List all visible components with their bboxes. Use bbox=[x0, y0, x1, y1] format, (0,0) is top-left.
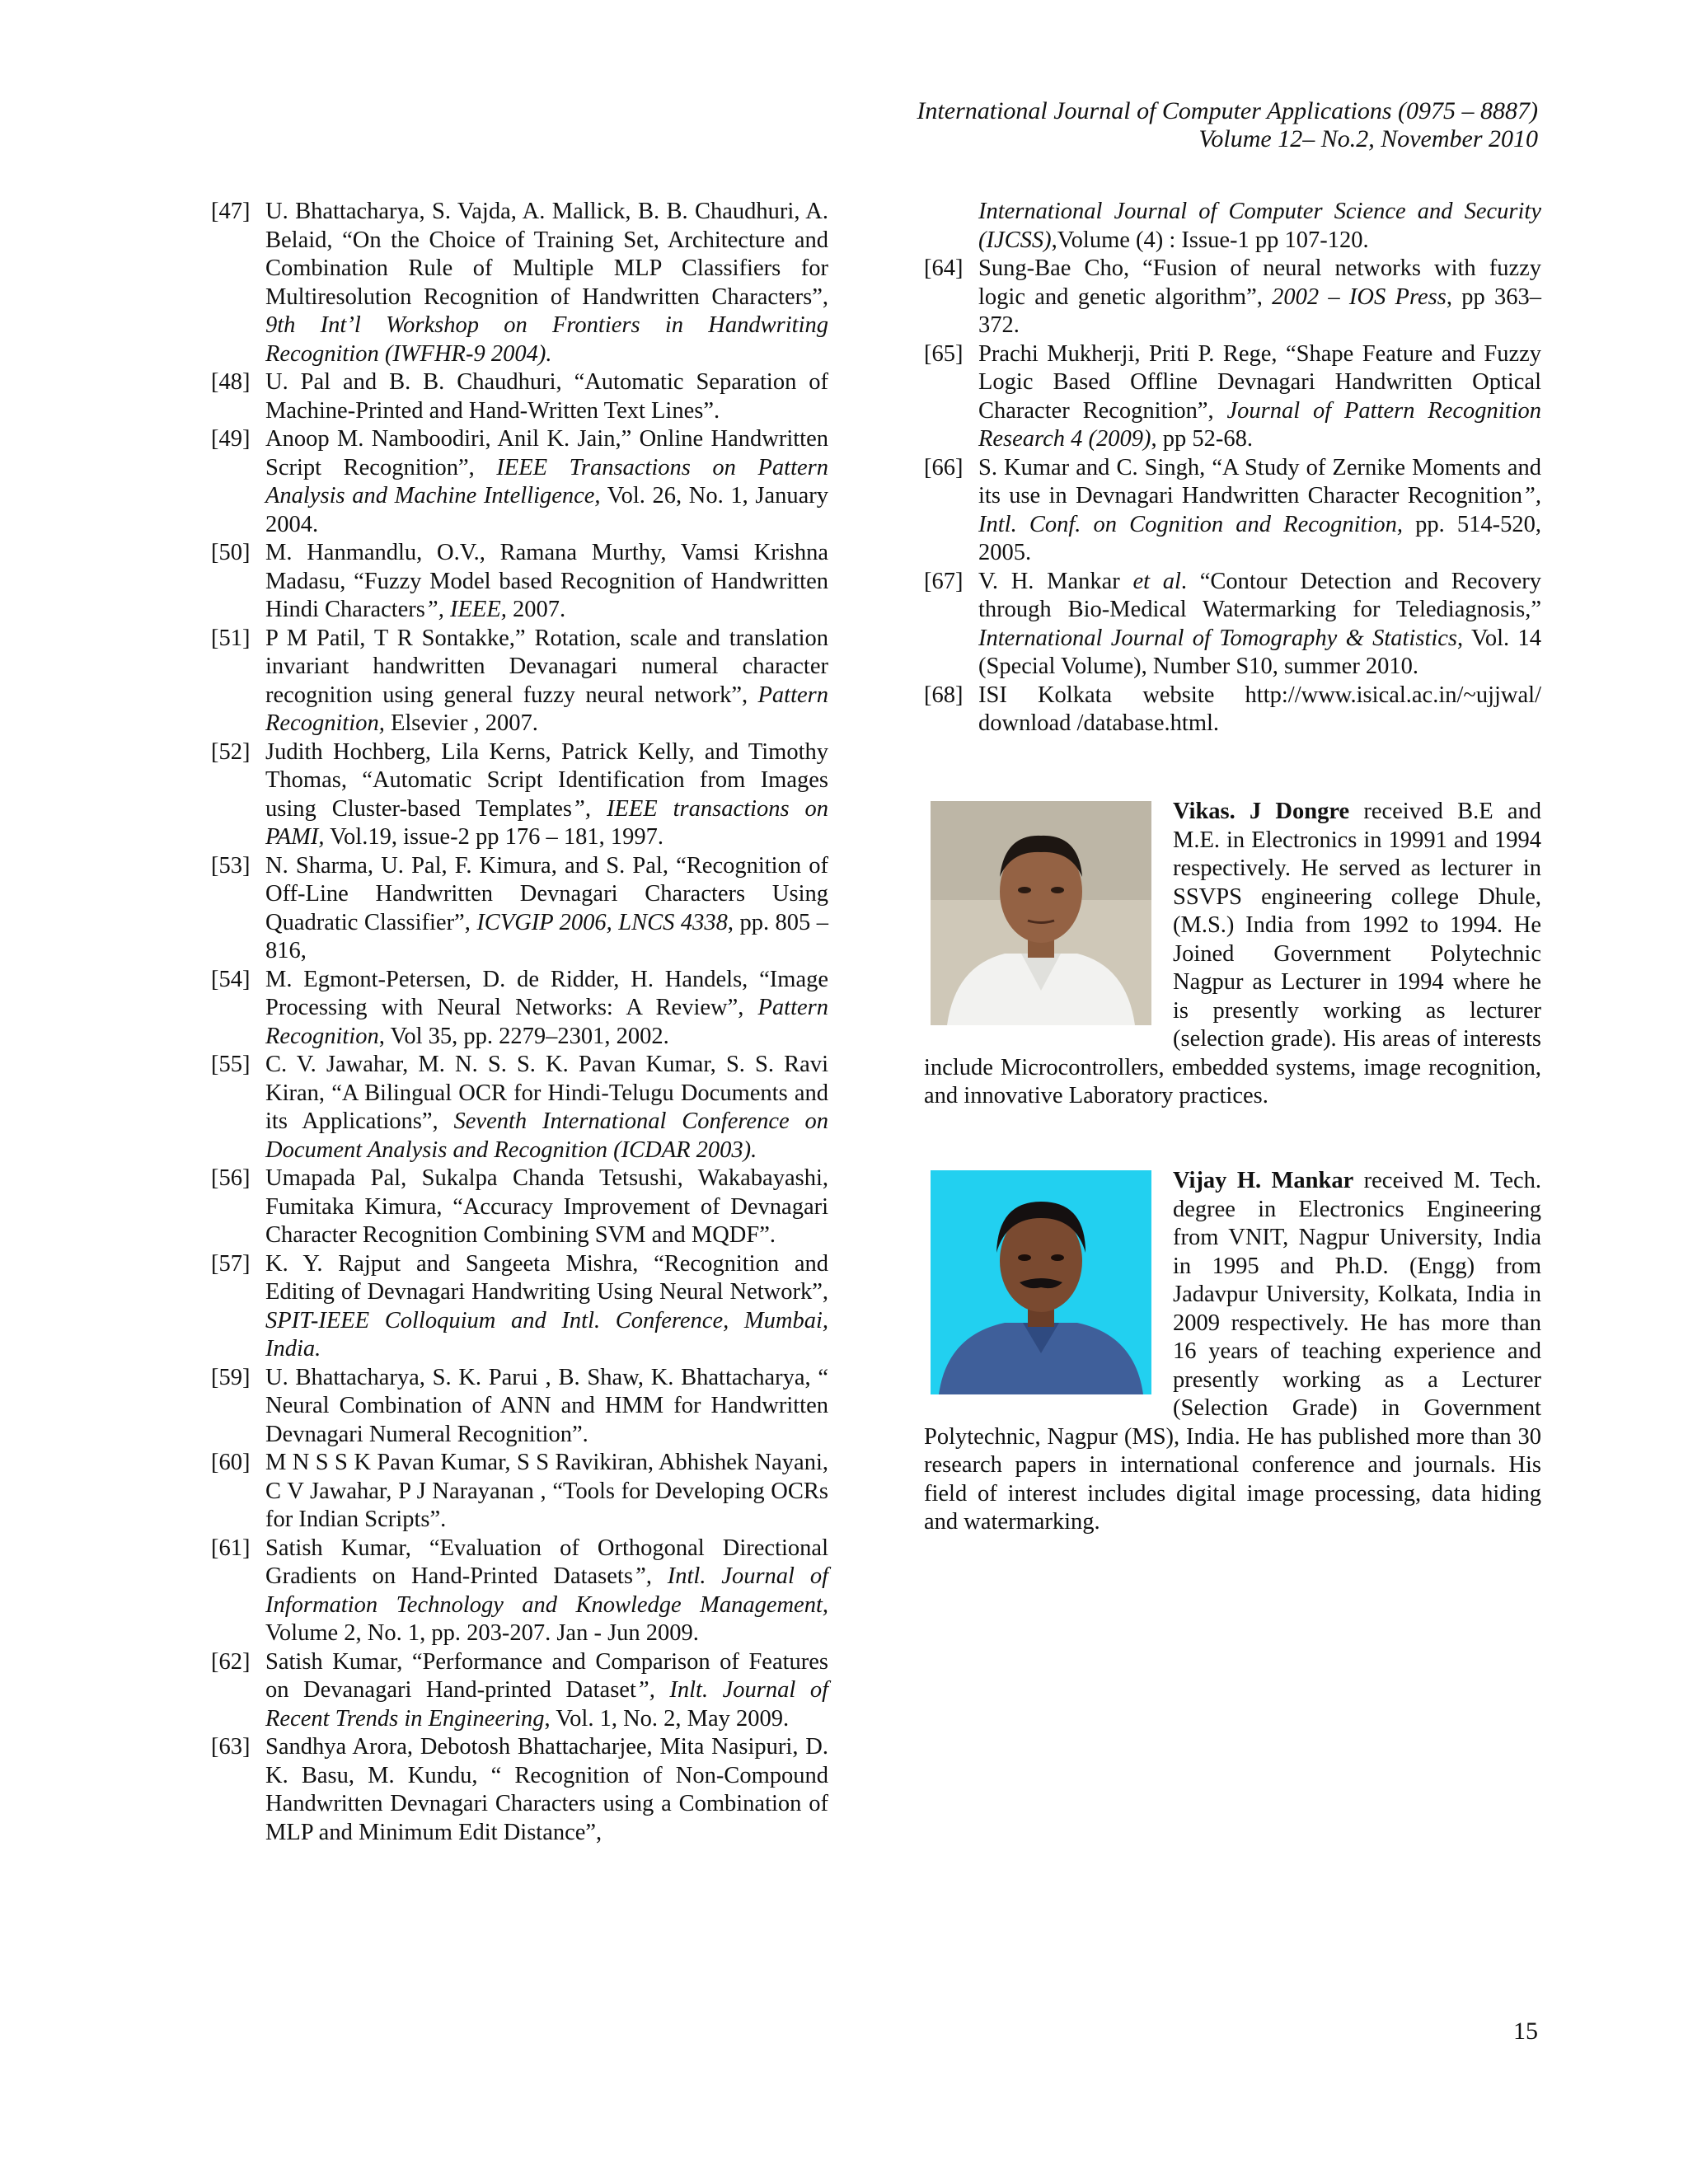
reference-text-part: U. Bhattacharya, S. Vajda, A. Mallick, B. B. Chaudhuri, A. Belaid, “On the Choice of Training Set, Architecture and Combination Rule of Multiple MLP Classifiers for Multiresolution Recognition of Handwritten Characters”, bbox=[265, 199, 828, 310]
reference-text-part: M. Egmont-Petersen, D. de Ridder, H. Handels, “Image Processing with Neural Networks: A Review”, bbox=[265, 966, 828, 1020]
reference-entry bbox=[211, 738, 828, 852]
reference-entry bbox=[211, 1535, 828, 1648]
reference-text-part: International Journal of Computer Science and Security (IJCSS) bbox=[978, 199, 1541, 253]
reference-entry bbox=[211, 1648, 828, 1734]
reference-text-part: , Vol 35, pp. 2279–2301, 2002. bbox=[378, 1023, 669, 1049]
reference-number: [64] bbox=[924, 255, 964, 281]
reference-text-part: Pattern Recognition, bbox=[265, 682, 828, 736]
reference-text bbox=[265, 425, 828, 539]
reference-number: [67] bbox=[924, 568, 964, 594]
reference-text-part: ”, Inlt. Journal of Recent Trends in Engineering bbox=[265, 1677, 828, 1732]
reference-text-part: ”, Intl. Conf. on Cognition and Recognition, bbox=[978, 483, 1541, 537]
reference-number: [63] bbox=[211, 1734, 251, 1760]
reference-text-part: ISI Kolkata website http://www.isical.ac.in/~ujjwal/ download /database.html. bbox=[978, 682, 1541, 736]
reference-text bbox=[978, 568, 1541, 682]
reference-text-part: P M Patil, T R Sontakke,” Rotation, scale and translation invariant handwritten Devanagari numeral character recognition using general fuzzy neural network”, bbox=[265, 625, 828, 708]
reference-text bbox=[265, 1449, 828, 1535]
reference-text bbox=[265, 625, 828, 738]
reference-number: [57] bbox=[211, 1250, 251, 1277]
reference-text-part: C. V. Jawahar, M. N. S. S. K. Pavan Kumar, S. S. Ravi Kiran, “A Bilingual OCR for Hindi-Telugu Documents and its Applications”, bbox=[265, 1052, 828, 1134]
reference-text-part: 2007. bbox=[506, 597, 566, 622]
reference-text-part: International Journal of Tomography & Statistics bbox=[978, 625, 1458, 651]
reference-entry bbox=[211, 852, 828, 966]
reference-text-part: , Vol. 1, No. 2, May 2009. bbox=[544, 1705, 790, 1732]
author-photo-dongre bbox=[931, 801, 1151, 1025]
reference-text bbox=[265, 1364, 828, 1450]
reference-text-part: Sung-Bae Cho, “Fusion of neural networks with fuzzy logic and genetic algorithm”, bbox=[978, 255, 1541, 310]
reference-text-part: . “Contour Detection and Recovery through Bio-Medical Watermarking for Telediagnosis,” bbox=[978, 568, 1541, 622]
reference-text-part: IEEE Transactions on Pattern Analysis and Machine Intelligence, bbox=[265, 454, 828, 509]
reference-entry bbox=[924, 682, 1541, 738]
reference-text bbox=[265, 1051, 828, 1165]
reference-text-part: Journal of Pattern Recognition Research 4 (2009) bbox=[978, 397, 1541, 452]
reference-number: [54] bbox=[211, 966, 251, 992]
reference-entry bbox=[924, 255, 1541, 340]
reference-text-part: K. Y. Rajput and Sangeeta Mishra, “Recognition and Editing of Devnagari Handwriting Using Neural Network”, bbox=[265, 1250, 828, 1305]
reference-number: [62] bbox=[211, 1648, 251, 1675]
references-left-column bbox=[211, 198, 828, 1847]
reference-text-part: , pp. 805 – 816, bbox=[265, 909, 829, 963]
reference-text-part: Sandhya Arora, Debotosh Bhattacharjee, Mita Nasipuri, D. K. Basu, M. Kundu, “ Recognition of Non-Compound Handwritten Devnagari Characters using a Combination of MLP and Minimum Edit Distance”, bbox=[265, 1734, 828, 1845]
reference-number: [65] bbox=[924, 340, 964, 367]
author-bio-dongre bbox=[924, 798, 1541, 1111]
reference-text-part: , Vol. 14 (Special Volume), Number S10, summer 2010. bbox=[978, 625, 1541, 679]
reference-text bbox=[265, 1648, 828, 1734]
reference-text-part: ”, IEEE transactions on PAMI, bbox=[265, 795, 828, 850]
reference-text-part: Satish Kumar, “Evaluation of Orthogonal Directional Gradients on Hand-Printed Datasets bbox=[265, 1535, 828, 1589]
reference-text-part: V. H. Mankar bbox=[978, 568, 1133, 594]
page-number: 15 bbox=[1513, 2018, 1538, 2045]
reference-entry bbox=[211, 1364, 828, 1450]
reference-text-part: S. Kumar and C. Singh, “A Study of Zernike Moments and its use in Devnagari Handwritten Character Recognition bbox=[978, 454, 1541, 509]
volume-info: Volume 12– No.2, November 2010 bbox=[1198, 125, 1538, 152]
reference-number: [52] bbox=[211, 738, 251, 765]
reference-text-part: SPIT-IEEE Colloquium and Intl. Conference, Mumbai, India. bbox=[265, 1307, 828, 1361]
reference-number: [56] bbox=[211, 1165, 251, 1191]
reference-number: [51] bbox=[211, 625, 251, 651]
reference-text-part: Umapada Pal, Sukalpa Chanda Tetsushi, Wakabayashi, Fumitaka Kimura, “Accuracy Improvement of Devnagari Character Recognition Combining SVM and MQDF”. bbox=[265, 1165, 828, 1248]
reference-text-part: Satish Kumar, “Performance and Comparison of Features on Devanagari Hand-printed Dataset bbox=[265, 1648, 828, 1703]
reference-entry bbox=[211, 539, 828, 625]
reference-text-part: ,Volume (4) : Issue-1 pp 107-120. bbox=[1051, 227, 1369, 253]
reference-text-part: Vol. 26, No. 1, January 2004. bbox=[265, 483, 828, 537]
reference-text-part: et al bbox=[1132, 568, 1181, 594]
reference-entry bbox=[924, 198, 1541, 255]
reference-text-part: ”, IEEE, bbox=[424, 597, 507, 622]
reference-number: [59] bbox=[211, 1364, 251, 1390]
reference-entry bbox=[924, 454, 1541, 568]
author-photo-mankar bbox=[931, 1170, 1151, 1394]
journal-title: International Journal of Computer Applications (0975 – 8887) bbox=[917, 97, 1538, 124]
reference-text-part: Anoop M. Namboodiri, Anil K. Jain,” Online Handwritten Script Recognition”, bbox=[265, 426, 828, 480]
reference-text bbox=[265, 966, 828, 1052]
reference-number: [68] bbox=[924, 682, 964, 708]
reference-text-part: N. Sharma, U. Pal, F. Kimura, and S. Pal, “Recognition of Off-Line Handwritten Devnagari Characters Using Quadratic Classifier”, bbox=[265, 852, 828, 935]
reference-entry bbox=[924, 340, 1541, 454]
reference-number: [48] bbox=[211, 369, 251, 395]
reference-text-part: Elsevier , 2007. bbox=[384, 710, 538, 736]
reference-text bbox=[978, 682, 1541, 738]
reference-number: [66] bbox=[924, 454, 964, 480]
reference-text-part: ”, Intl. Journal of Information Technology and Knowledge Management, bbox=[265, 1563, 828, 1618]
reference-entry bbox=[211, 966, 828, 1052]
reference-text bbox=[265, 1733, 828, 1847]
reference-text bbox=[265, 1535, 828, 1648]
reference-text-part: M. Hanmandlu, O.V., Ramana Murthy, Vamsi Krishna Madasu, “Fuzzy Model based Recognition of Handwritten Hindi Characters bbox=[265, 540, 828, 622]
reference-entry bbox=[211, 425, 828, 539]
reference-text bbox=[978, 454, 1541, 568]
reference-text-part: Volume 2, No. 1, pp. 203-207. Jan - Jun 2009. bbox=[265, 1620, 699, 1646]
reference-text bbox=[978, 255, 1541, 340]
reference-text bbox=[265, 1250, 828, 1364]
reference-text-part: Judith Hochberg, Lila Kerns, Patrick Kelly, and Timothy Thomas, “Automatic Script Identification from Images using Cluster-based Templates bbox=[265, 738, 828, 822]
reference-text-part: M N S S K Pavan Kumar, S S Ravikiran, Abhishek Nayani, C V Jawahar, P J Narayanan , “Tools for Developing OCRs for Indian Scripts”. bbox=[265, 1450, 828, 1532]
reference-text-part: Pattern Recognition bbox=[265, 995, 828, 1049]
reference-text-part: , pp 363–372. bbox=[978, 284, 1541, 338]
reference-entry bbox=[211, 1449, 828, 1535]
reference-text bbox=[265, 738, 828, 852]
reference-text-part: Vol.19, issue-2 pp 176 – 181, 1997. bbox=[324, 824, 663, 850]
author-bio-mankar bbox=[924, 1167, 1541, 1537]
reference-number: [55] bbox=[211, 1052, 251, 1077]
reference-entry bbox=[211, 198, 828, 368]
reference-text-part: ICVGIP 2006, LNCS 4338 bbox=[476, 909, 728, 935]
reference-text bbox=[978, 198, 1541, 255]
reference-entry bbox=[211, 1250, 828, 1364]
reference-entry bbox=[211, 1733, 828, 1847]
reference-entry bbox=[211, 625, 828, 738]
reference-number: [49] bbox=[211, 426, 251, 452]
reference-text-part: , pp 52-68. bbox=[1151, 426, 1253, 452]
bio-text: received M. Tech. degree in Electronics Engineering from VNIT, Nagpur University, India in 1995 and Ph.D. (Engg) from Jadavpur University, Kolkata, India in 2009 respectively. He has more than 16 years of teaching experience and presently working as a Lecturer (Selection Grade) in Government Polytechnic, Nagpur (MS), India. He has published more than 30 research papers in international conference and journals. His field of interest includes digital image processing, data hiding and watermarking. bbox=[924, 1168, 1541, 1535]
reference-entry bbox=[211, 1165, 828, 1250]
reference-number: [53] bbox=[211, 852, 251, 879]
reference-text-part: 9th Int’l Workshop on Frontiers in Handwriting Recognition (IWFHR-9 2004). bbox=[265, 312, 828, 367]
running-header bbox=[917, 97, 1538, 153]
reference-text bbox=[265, 368, 828, 425]
reference-number: [50] bbox=[211, 540, 251, 565]
reference-entry bbox=[924, 568, 1541, 682]
author-name: Vijay H. Mankar bbox=[1173, 1168, 1354, 1193]
reference-text-part: 2002 – IOS Press bbox=[1272, 284, 1447, 310]
author-name: Vikas. J Dongre bbox=[1173, 799, 1350, 824]
reference-number: [47] bbox=[211, 199, 251, 224]
reference-text-part: Seventh International Conference on Document Analysis and Recognition (ICDAR 2003). bbox=[265, 1108, 828, 1163]
reference-text bbox=[978, 340, 1541, 454]
reference-text-part: pp. 514-520, 2005. bbox=[978, 511, 1541, 565]
reference-text-part: U. Pal and B. B. Chaudhuri, “Automatic Separation of Machine-Printed and Hand-Written Text Lines”. bbox=[265, 369, 828, 424]
reference-entry bbox=[211, 1051, 828, 1165]
reference-text-part: Prachi Mukherji, Priti P. Rege, “Shape Feature and Fuzzy Logic Based Offline Devnagari Handwritten Optical Character Recognition”, bbox=[978, 340, 1541, 424]
reference-text-part: U. Bhattacharya, S. K. Parui , B. Shaw, K. Bhattacharya, “ Neural Combination of ANN and HMM for Handwritten Devnagari Numeral Recognition”. bbox=[265, 1364, 828, 1447]
references-right-column bbox=[924, 198, 1541, 738]
reference-number: [61] bbox=[211, 1535, 251, 1561]
reference-number: [60] bbox=[211, 1450, 251, 1475]
reference-text bbox=[265, 198, 828, 368]
reference-text bbox=[265, 1165, 828, 1250]
reference-entry bbox=[211, 368, 828, 425]
reference-text bbox=[265, 539, 828, 625]
bio-text: received B.E and M.E. in Electronics in 19991 and 1994 respectively. He served as lecturer in SSVPS engineering college Dhule, (M.S.) India from 1992 to 1994. He Joined Government Polytechnic Nagpur as Lecturer in 1994 where he is presently working as lecturer (selection grade). His areas of interests include Microcontrollers, embedded systems, image recognition, and innovative Laboratory practices. bbox=[924, 799, 1541, 1108]
reference-text bbox=[265, 852, 828, 966]
